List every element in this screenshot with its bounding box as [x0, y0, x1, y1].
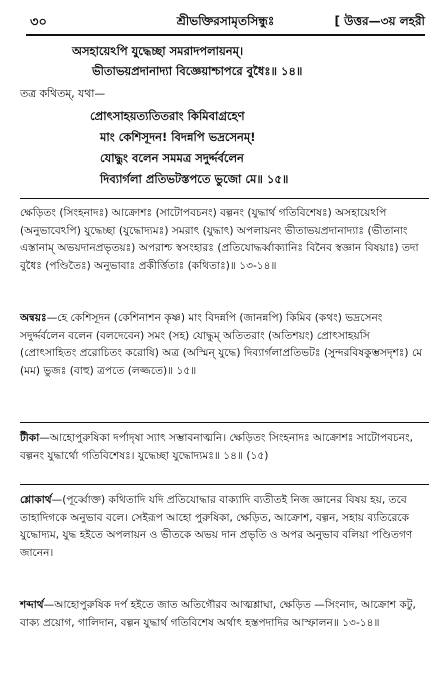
shabdartha-paragraph — [20, 597, 429, 632]
anvaya-text: —হে কেশিসূদন (কেশিনাশন কৃষ্ণ) মাং বিদন্নপি (জানন্নপি) কিমিব (কথং) ভদ্রসেনং সদুর্দ্দর্বলেন বলেন (বলদেবেন) সমং (সহ) যোদ্ধুম্‌ অতিতরাং (অতিশয়ং) প্রোৎসাহয়সি (প্রোৎসাহিতং প্ররোচিতং করোষি) অত্র (অস্মিন্‌ যুদ্ধে) দিব্যার্গলাপ্রতিভটঃ (সুন্দরবিষকুম্ভসদৃশঃ) মে (মম) ভুজঃ (বাহু) ত্রপতে (লজ্জতে)॥ ১৫॥ — [20, 312, 423, 377]
verse-main-line-2: মাং কেশিসূদন! বিদন্নপি ভদ্রসেনম্‌! — [100, 130, 256, 144]
verse-main-line-1: প্রোৎসাহয়ত্যতিতরাং কিমিবাগ্রহেণ — [90, 109, 245, 123]
tika-label: টীকা — [20, 432, 40, 444]
anvaya-paragraph — [20, 310, 429, 380]
verse-main-line-4: দিব্যার্গলা প্রতিভটস্তপতে ভুজো মে॥ ১৫॥ — [100, 172, 289, 186]
section-divider — [20, 422, 429, 423]
shlokartha-text: —(পূর্ব্বোক্ত) কথিতাদি যদি প্রতিযোদ্ধার বাক্যাদি ব্যতীতই নিজ জ্ঞানের বিষয় হয়, তবে তাহাদিগকে অনুভাব বলে। সেইরূপ আহো পুরুষিকা, ক্ষেড়িত, আক্রোশ, বল্গন, সহায় ব্যতিরেকে যুদ্ধোদ্যম, যুদ্ধ হইতে অপলায়ন ও ভীতকে অভয় দান প্রভৃতি ও অপর অনুভাব বলিয়া পণ্ডিতগণ জানেন। — [20, 494, 413, 559]
shabdartha-label: শব্দার্থ — [20, 599, 44, 611]
section-divider — [20, 484, 429, 485]
page-header — [26, 10, 425, 32]
intro-line: তত্র কথিতম্‌, যথা— — [20, 87, 106, 100]
anvaya-label: অন্বয়ঃ — [20, 312, 47, 324]
tika-text: —আহোপুরুষিকা দর্পাদৃষা স্যাৎ সম্ভাবনাত্মনি। ক্ষেড়িতং সিংহনাদঃ আক্রোশঃ সাটোপবচনং, বল্গনং যুদ্ধার্থো গতিবিশেষঃ। যুদ্ধেচ্ছা যুদ্ধোদ্যমঃ॥ ১৪॥ (১৫) — [20, 432, 414, 462]
verse-top-line-2: ভীতাভয়প্রদানাদ্যা বিজ্ঞেয়াশ্চাপরে বুধৈঃ॥ ১৪॥ — [92, 64, 303, 78]
verse-main-line-3: যোদ্ধুং বলেন সমমত্র সদুর্দ্দর্বলেন — [100, 151, 244, 165]
shabdartha-text: —আহোপুরুষিক দর্প হইতে জাত অতিগৌরব আত্মশ্লাঘা, ক্ষেড়িত —সিংনাদ, আক্রোশ কটু, বাক্য প্রয়োগ, গালিদান, বল্গন যুদ্ধার্থ গতিবিশেষ অর্থাৎ হস্তপদাদির আস্ফালন॥ ১৩-১৪॥ — [20, 599, 416, 629]
shlokartha-label: শ্লোকার্থ — [20, 494, 52, 506]
shlokartha-paragraph — [20, 492, 429, 562]
section-label: [ উত্তর—৩য় লহরী — [334, 14, 425, 28]
tika-paragraph — [20, 430, 429, 465]
running-title: শ্রীভক্তিরসামৃতসিন্ধুঃ — [176, 14, 275, 28]
commentary-paragraph: ক্ষেড়িতং (সিংহনাদঃ) আক্রোশঃ (সাটোপবচনং) বল্গনং (যুদ্ধার্থ গতিবিশেষঃ) অসহায়েঽপি (অনুভাবেঽপি) যুদ্ধেচ্ছা (যুদ্ধোদ্যমঃ) সমরাৎ (যুদ্ধাৎ) অপলায়নং ভীতাভয়প্রদানাদ্যাঃ (ভীতানাং এস্তানাম্‌ অভয়দানপ্রভৃতয়ঃ) অপরাশ্চ স্বসংহারঃ (প্রতিযোদ্ধর্ব্বাক্যানিঃ বিনৈব স্বজ্ঞান বিষয়াঃ) তদা বুধৈঃ (পণ্ডিতৈঃ) অনুভাবাঃ প্রকীর্ত্তিতাঃ (কথিতাঃ)॥ ১৩-১৪॥ — [20, 207, 419, 272]
page-number: ৩০ — [30, 15, 47, 30]
section-divider — [20, 198, 429, 199]
verse-top-line-1: অসহায়েঽপি যুদ্ধেচ্ছা সমরাদপলায়নম্‌। — [72, 44, 244, 58]
header-rule — [26, 34, 425, 36]
